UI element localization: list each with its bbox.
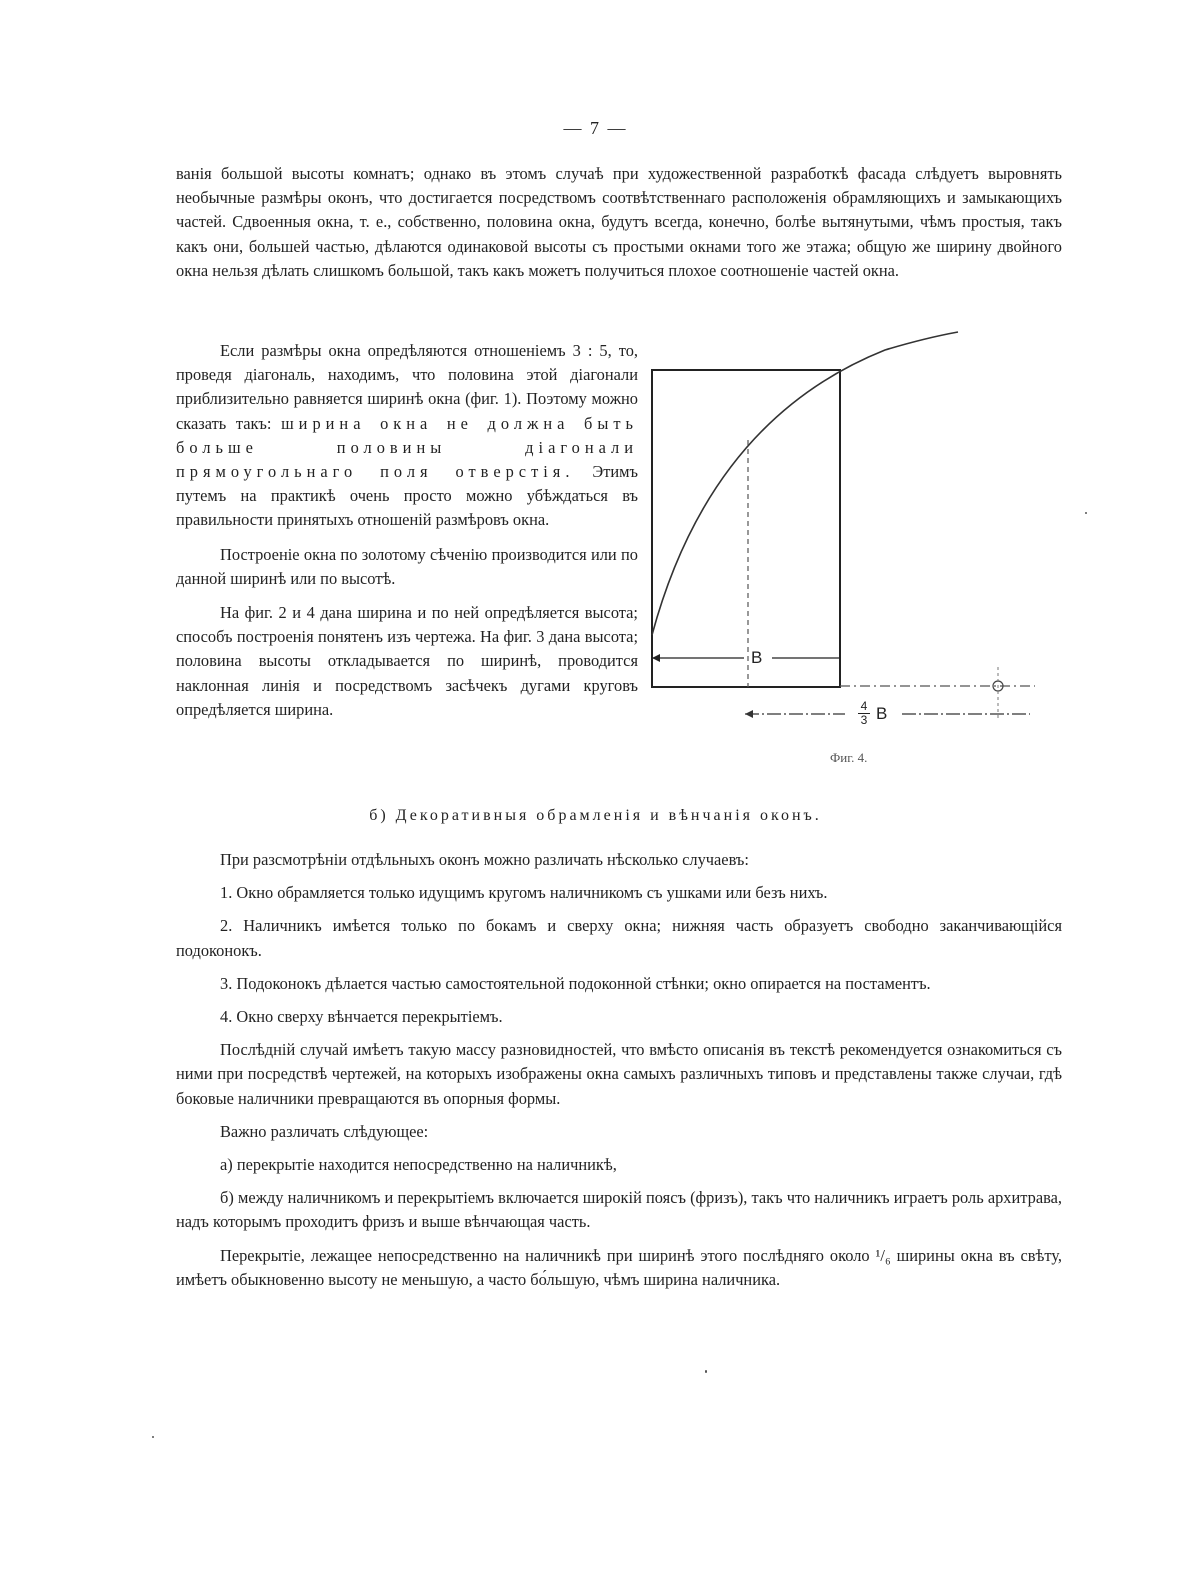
paragraph-item-b: б) между наличникомъ и перекрытіемъ включается широкій поясъ (фризъ), такъ что наличникъ играетъ роль архитрава, надъ которымъ проходитъ фризъ и выше вѣнчающая часть. (176, 1188, 1062, 1232)
paragraph-diagonal-start: Если размѣры окна опредѣляются отношеніемъ 3 : 5, то, проведя діагональ, находимъ, что половина этой діагонали приблизительно равняется ширинѣ окна (фиг. 1). Поэтому можно сказать такъ: (176, 341, 638, 433)
arrow-left-icon-2 (745, 710, 753, 718)
paragraph-item-a: а) перекрытіе находится непосредственно на наличникѣ, (220, 1155, 617, 1175)
top-paragraph: ванія большой высоты комнатъ; однако въ этомъ случаѣ при художественной разработкѣ фасада слѣдуетъ выровнять необычные размѣры оконъ, что достигается посредствомъ соотвѣтственнаго расположенія обрамляющихъ и замыкающихъ частей. Сдвоенныя окна, т. е., собственно, половина окна, будутъ всегда, конечно, болѣе вытянутыми, чѣмъ простыя, такъ какъ они, большей частью, дѣлаются одинаковой высоты съ простыми окнами того же этажа; общую же ширину двойного окна нельзя дѣлать слишкомъ большой, такъ какъ можетъ получиться плохое соотношеніе частей окна. (176, 164, 1062, 280)
figure-caption: Фиг. 4. (830, 750, 868, 765)
page-number: — 7 — (563, 118, 628, 138)
paragraph-distinguish: Важно различать слѣдующее: (220, 1121, 429, 1141)
scan-speck (152, 1436, 154, 1438)
bottom-section (176, 848, 1062, 1292)
label-b: B (751, 648, 763, 667)
spaced-rule-text: ширина окна не должна быть больше половины діагонали прямоугольнаго поля отверстія. (176, 413, 638, 482)
paragraph-lintel: Перекрытіе, лежащее непосредственно на наличникѣ при ширинѣ этого послѣдняго около ¹/₆ ширины окна въ свѣту, имѣетъ обыкновенно высоту не меньшую, а часто бо́льшую, чѣмъ ширина наличника. (176, 1245, 1062, 1289)
paragraph-diagonal-end: Этимъ путемъ на практикѣ очень просто можно убѣждаться въ правильности принятыхъ отношеній размѣровъ окна. (176, 462, 639, 530)
section-subheading: б) Декоративныя обрамленія и вѣнчанія оконъ. (369, 807, 822, 824)
paragraph-diagonal-rule (176, 339, 638, 533)
scan-speck (705, 1370, 707, 1373)
paragraph-last-case: Послѣдній случай имѣетъ такую массу разновидностей, что вмѣсто описанія въ текстѣ рекомендуется ознакомиться съ ними при посредствѣ чертежей, на которыхъ изображены окна самыхъ различныхъ типовъ и представлены также случаи, гдѣ боковые наличники превращаются въ опорныя формы. (176, 1040, 1062, 1108)
arrow-left-icon (652, 654, 660, 662)
window-rectangle (652, 370, 840, 687)
paragraph-case-2: 2. Наличникъ имѣется только по бокамъ и сверху окна; нижняя часть образуетъ свободно заканчивающійся подоконокъ. (176, 916, 1062, 960)
paragraph-golden-section: Построеніе окна по золотому сѣченію производится или по данной ширинѣ или по высотѣ. (176, 544, 638, 588)
fraction-numerator: 4 (858, 700, 870, 714)
left-column (176, 339, 638, 732)
fraction-denominator: 3 (860, 713, 868, 727)
label-fraction-b: B (876, 704, 888, 723)
fraction-four-thirds (858, 700, 870, 727)
paragraph-case-4: 4. Окно сверху вѣнчается перекрытіемъ. (220, 1007, 503, 1027)
scan-speck (1085, 512, 1087, 514)
paragraph-case-1: 1. Окно обрамляется только идущимъ кругомъ наличникомъ съ ушками или безъ нихъ. (220, 883, 828, 903)
figure-4-diagram (640, 330, 1080, 770)
paragraph-figures: На фиг. 2 и 4 дана ширина и по ней опредѣляется высота; способъ построенія понятенъ изъ чертежа. На фиг. 3 дана высота; половина высоты откладывается по ширинѣ, проводится наклонная линія и посредствомъ засѣчекъ дугами круговъ опредѣляется ширина. (176, 603, 638, 719)
paragraph-cases-intro: При разсмотрѣніи отдѣльныхъ оконъ можно различать нѣсколько случаевъ: (220, 850, 749, 869)
paragraph-case-3: 3. Подоконокъ дѣлается частью самостоятельной подоконной стѣнки; окно опирается на постаментъ. (220, 973, 931, 993)
construction-arc (652, 332, 958, 635)
